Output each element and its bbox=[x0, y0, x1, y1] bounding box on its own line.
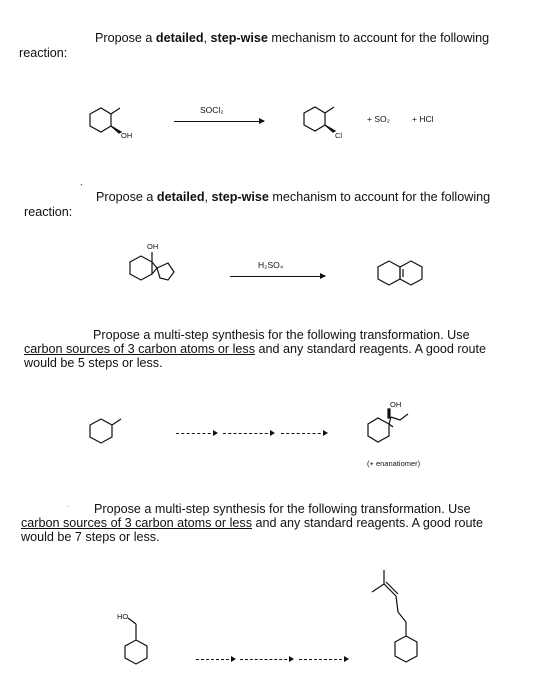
q2-prompt-continuation: reaction: bbox=[24, 205, 73, 219]
q3-prompt-line2: carbon sources of 3 carbon atoms or less and any standard reagents. A good route bbox=[24, 342, 487, 356]
q4-product bbox=[370, 570, 440, 680]
q1-prompt-continuation: reaction: bbox=[19, 46, 68, 60]
q4-sm-ho-label: HO bbox=[117, 612, 129, 621]
q4-prompt-line3: would be 7 steps or less. bbox=[21, 530, 160, 544]
q1-sm-oh-label: OH bbox=[121, 131, 133, 140]
q4-starting-material bbox=[110, 612, 170, 677]
q3-product bbox=[360, 400, 430, 450]
q3-starting-material bbox=[84, 413, 144, 458]
q1-reagent: SOCl₂ bbox=[200, 105, 224, 115]
q3-arrow-3 bbox=[281, 433, 326, 434]
q3-product-oh-label: OH bbox=[390, 400, 402, 409]
q2-product bbox=[372, 255, 442, 295]
q3-arrow-2 bbox=[223, 433, 273, 434]
q3-prompt-line1: Propose a multi-step synthesis for the following transformation. Use bbox=[93, 328, 470, 342]
q1-prompt: Propose a detailed, step-wise mechanism to account for the following bbox=[95, 31, 490, 45]
q4-arrow-3 bbox=[299, 659, 347, 660]
q4-arrow-1 bbox=[196, 659, 234, 660]
q3-enantiomer-note: (+ enanatiomer) bbox=[367, 459, 421, 468]
q3-prompt-line3: would be 5 steps or less. bbox=[24, 356, 163, 370]
q1-byproduct-so2: + SO₂ bbox=[367, 114, 390, 124]
q1-product bbox=[292, 105, 362, 155]
q2-bullet: ` bbox=[80, 183, 83, 193]
q2-reaction-arrow bbox=[230, 276, 325, 277]
q4-prompt-line1: Propose a multi-step synthesis for the following transformation. Use bbox=[94, 502, 471, 516]
q1-reaction-arrow bbox=[174, 121, 264, 122]
q4-bullet: · bbox=[67, 502, 70, 511]
q2-starting-material bbox=[116, 250, 196, 300]
q1-product-cl-label: Cl bbox=[335, 131, 343, 140]
q4-arrow-2 bbox=[240, 659, 292, 660]
q3-arrow-1 bbox=[176, 433, 216, 434]
q4-prompt-line2: carbon sources of 3 carbon atoms or less and any standard reagents. A good route bbox=[21, 516, 484, 530]
q2-reagent: H₂SO₄ bbox=[258, 260, 284, 270]
q2-sm-oh-label: OH bbox=[147, 242, 159, 251]
q1-starting-material bbox=[80, 105, 150, 155]
q2-prompt: Propose a detailed, step-wise mechanism to account for the following bbox=[96, 190, 491, 204]
q1-byproduct-hcl: + HCl bbox=[412, 114, 434, 124]
